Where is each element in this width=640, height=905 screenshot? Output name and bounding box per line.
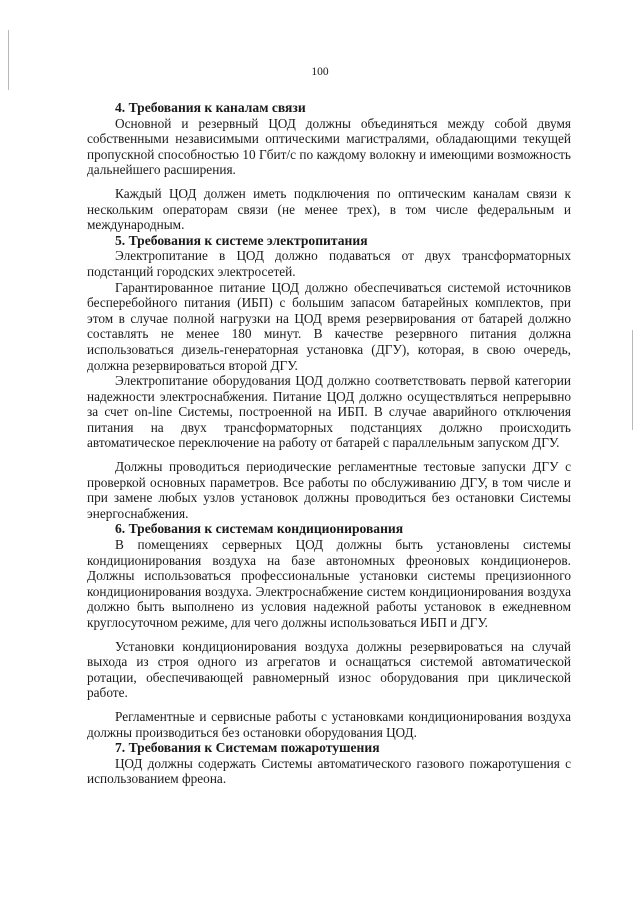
- paragraph: Гарантированное питание ЦОД должно обеспечиваться системой источников бесперебойного питания (ИБП) с большим запасом батарейных комплектов, при этом в случае полной нагрузки на ЦОД время резервирования от батарей должно составлять не менее 180 минут. В качестве резервного питания должна использоваться дизель-генераторная установка (ДГУ), которая, в свою очередь, должна резервироваться второй ДГУ.: [87, 279, 571, 373]
- section-heading-fire-suppression: 7. Требования к Системам пожаротушения: [115, 740, 380, 756]
- paragraph: Каждый ЦОД должен иметь подключения по оптическим каналам связи к нескольким операторам связи (не менее трех), в том числе федеральным и международным.: [87, 185, 571, 233]
- section-heading-conditioning: 6. Требования к системам кондиционирования: [115, 521, 404, 537]
- section-heading-power: 5. Требования к системе электропитания: [115, 232, 368, 248]
- paragraph: В помещениях серверных ЦОД должны быть установлены системы кондиционирования воздуха на базе автономных фреоновых кондиционеров. Должны использоваться профессиональные установки системы прецизионного кондиционирования воздуха. Электроснабжение систем кондиционирования воздуха должно быть выполнено из условия надежной работы установок в ежедневном круглосуточном режиме, для чего должны использоваться ИБП и ДГУ.: [87, 537, 571, 630]
- paragraph: Должны проводиться периодические регламентные тестовые запуски ДГУ с проверкой основных параметров. Все работы по обслуживанию ДГУ, в том числе и при замене любых узлов установок должны проводиться без остановки Системы энергоснабжения.: [87, 459, 571, 521]
- left-margin-mark: [8, 30, 9, 90]
- document-body: [87, 100, 571, 787]
- page-number: 100: [311, 66, 329, 78]
- section-heading-channels: 4. Требования к каналам связи: [115, 100, 306, 115]
- paragraph: ЦОД должны содержать Системы автоматического газового пожаротушения с использованием фреона.: [87, 755, 571, 787]
- paragraph: Основной и резервный ЦОД должны объединяться между собой двумя собственными независимыми оптическими магистралями, обладающими текущей пропускной способностью 10 Гбит/с по каждому волокну и имеющими возможность дальнейшего расширения.: [87, 115, 571, 178]
- paragraph: Электропитание в ЦОД должно подаваться от двух трансформаторных подстанций городских электросетей.: [87, 248, 571, 279]
- paragraph: Установки кондиционирования воздуха должны резервироваться на случай выхода из строя одного из агрегатов и оснащаться системой автоматической ротации, обеспечивающей равномерный износ оборудования при циклической работе.: [87, 638, 571, 701]
- right-margin-mark: [632, 330, 633, 430]
- paragraph: Регламентные и сервисные работы с установками кондиционирования воздуха должны производиться без остановки оборудования ЦОД.: [87, 708, 571, 740]
- paragraph: Электропитание оборудования ЦОД должно соответствовать первой категории надежности электроснабжения. Питание ЦОД должно осуществляться непрерывно за счет on-line Системы, построенной на ИБП. В случае аварийного отключения питания на двух трансформаторных подстанциях должно происходить автоматическое переключение на работу от батарей с параллельным запуском ДГУ.: [87, 373, 571, 451]
